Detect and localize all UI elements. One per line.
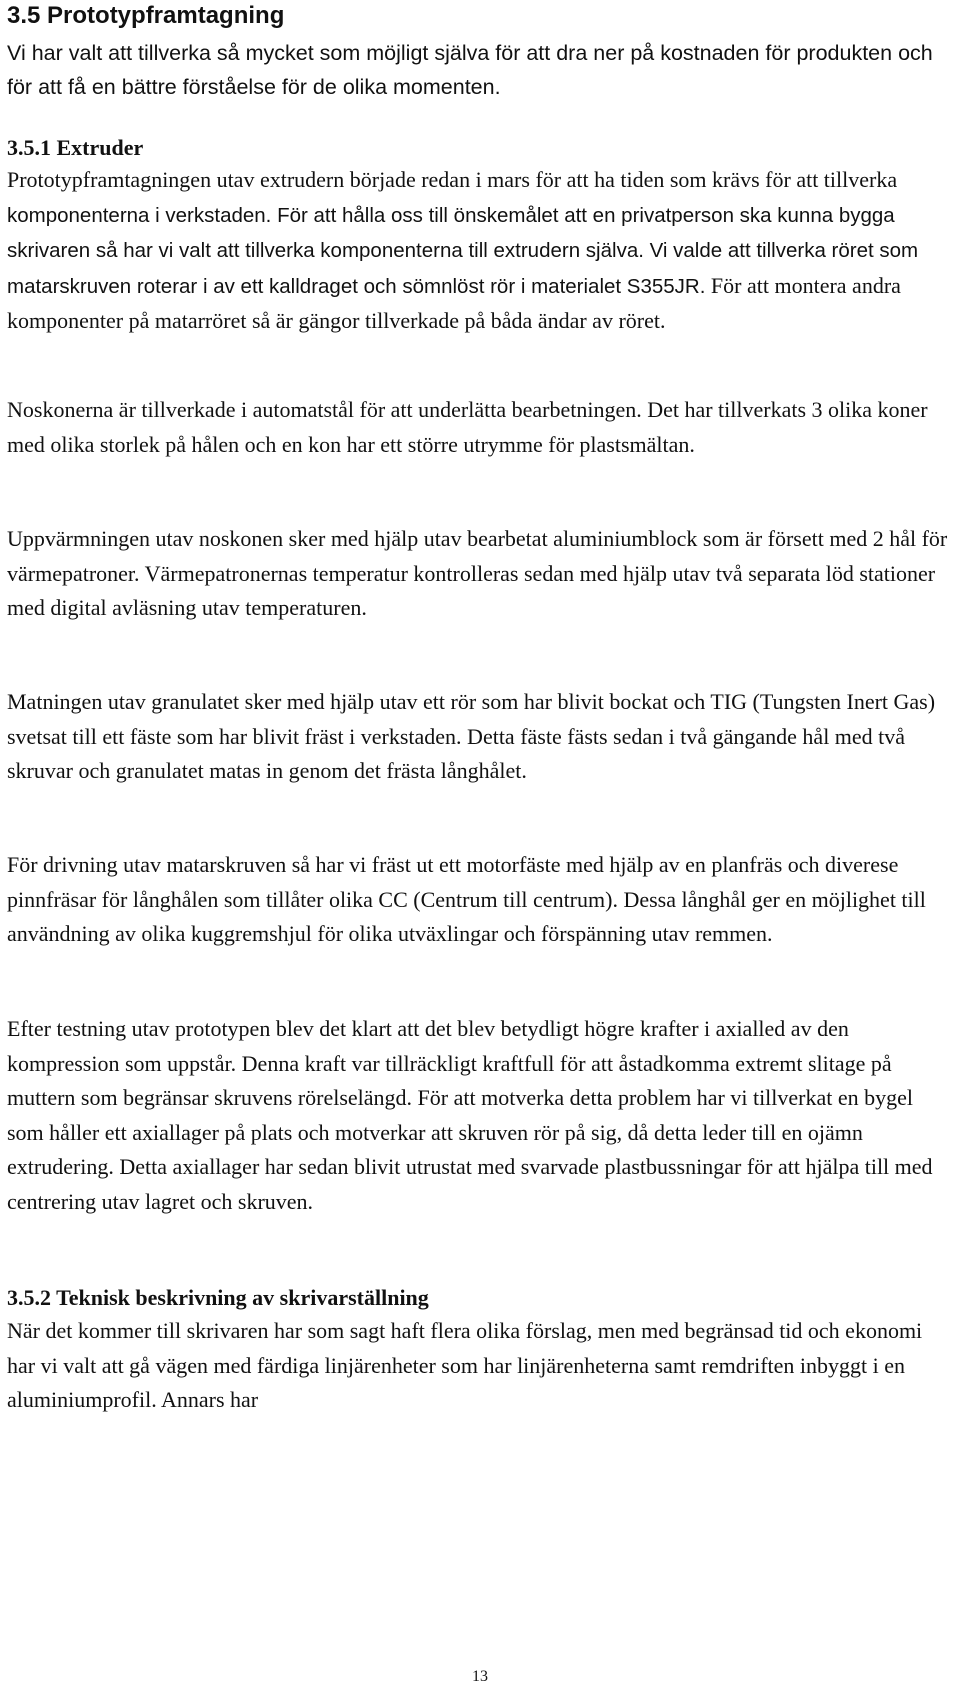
extruder-paragraph-1: [7, 163, 952, 339]
extruder-paragraph-1-part-c: För att montera andra komponenter på matarröret så är gängor tillverkade på båda ändar av röret.: [7, 272, 901, 333]
extruder-paragraph-5: För drivning utav matarskruven så har vi fräst ut ett motorfäste med hjälp av en planfräs och diverese pinnfräsar för långhålen som tillåter olika CC (Centrum till centrum). Dessa långhål ger en möjlighet till användning av olika kuggremshjul för olika utväxlingar och förspänning utav remmen.: [7, 852, 926, 946]
subsection-heading-printer-frame: 3.5.2 Teknisk beskrivning av skrivarställning: [7, 1285, 429, 1310]
subsection-heading-extruder: 3.5.1 Extruder: [7, 135, 144, 160]
printer-frame-paragraph-1: När det kommer till skrivaren har som sagt haft flera olika förslag, men med begränsad tid och ekonomi har vi valt att gå vägen med färdiga linjärenheter som har linjärenheterna samt remdriften inbyggt i en aluminiumprofil. Annars har: [7, 1318, 923, 1412]
extruder-paragraph-1-part-b: komponenterna i verkstaden. För att hålla oss till önskemålet att en privatperson ska kunna bygga skrivaren så har vi valt att tillverka komponenterna till extrudern själva. Vi valde att tillverka röret som matarskruven roterar i av ett kalldraget och sömnlöst rör i materialet S355JR.: [7, 203, 919, 298]
extruder-paragraph-2: Noskonerna är tillverkade i automatstål för att underlätta bearbetningen. Det har tillverkats 3 olika koner med olika storlek på hålen och en kon har ett större utrymme för plastsmältan.: [7, 397, 928, 457]
section-heading: 3.5 Prototypframtagning: [7, 2, 285, 29]
extruder-paragraph-1-part-a: Prototypframtagningen utav extrudern började redan i mars för att ha tiden som krävs för att tillverka: [7, 167, 898, 192]
extruder-paragraph-6: Efter testning utav prototypen blev det klart att det blev betydligt högre krafter i axialled av den kompression som uppstår. Denna kraft var tillräckligt kraftfull för att åstadkomma extremt slitage på muttern som begränsar skruvens rörelselängd. För att motverka detta problem har vi tillverkat en bygel som håller ett axiallager på plats och motverkar att skruven rör på sig, då detta leder till en ojämn extrudering. Detta axiallager har sedan blivit utrustat med svarvade plastbussningar för att hjälpa till med centrering utav lagret och skruven.: [7, 1016, 933, 1214]
extruder-paragraph-3: Uppvärmningen utav noskonen sker med hjälp utav bearbetat aluminiumblock som är försett med 2 hål för värmepatroner. Värmepatronernas temperatur kontrolleras sedan med hjälp utav två separata löd stationer med digital avläsning utav temperaturen.: [7, 526, 948, 620]
section-intro: Vi har valt att tillverka så mycket som möjligt själva för att dra ner på kostnaden för produkten och för att få en bättre förståelse för de olika momenten.: [7, 41, 933, 99]
page-number: 13: [472, 1668, 488, 1685]
extruder-paragraph-4: Matningen utav granulatet sker med hjälp utav ett rör som har blivit bockat och TIG (Tungsten Inert Gas) svetsat till ett fäste som har blivit fräst i verkstaden. Detta fäste fästs sedan i två gängande hål med två skruvar och granulatet matas in genom det frästa långhålet.: [7, 689, 936, 783]
